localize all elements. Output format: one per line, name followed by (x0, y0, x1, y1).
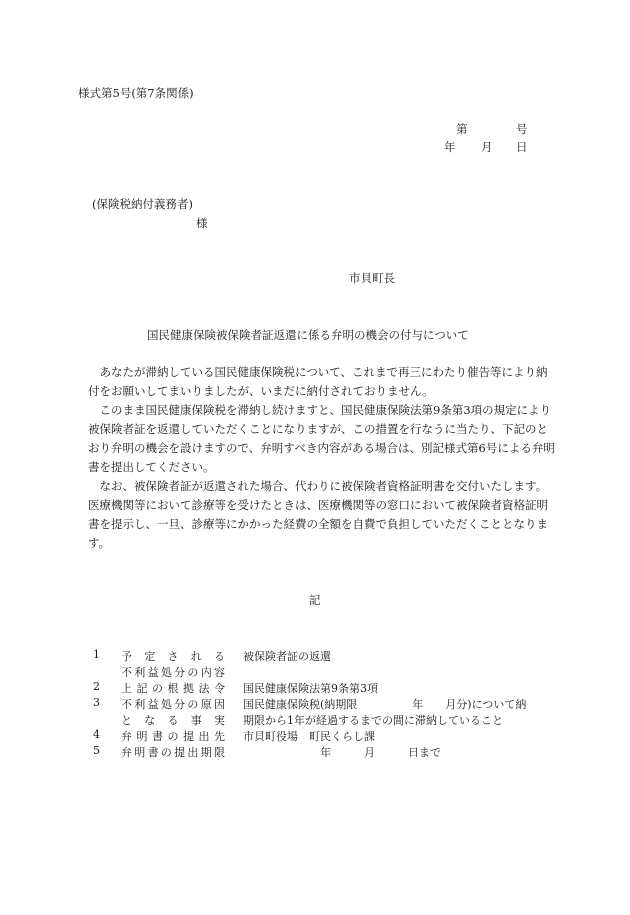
item-number: 5 (93, 744, 100, 757)
recipient-sama: 様 (196, 216, 208, 230)
label-char: 予 (121, 650, 132, 663)
doc-number-go: 号 (516, 122, 528, 136)
label-char: 不 (121, 698, 132, 711)
body-paragraph-1: あなたが滞納している国民健康保険税について、これまで再三にわたり催告等により納付をお願いしてまいりましたが、いまだに納付されておりません。 (88, 365, 548, 398)
label-char: 法 (198, 682, 210, 695)
label-char: 実 (214, 714, 225, 727)
label-char: 書 (152, 730, 163, 743)
label-char: 内 (200, 666, 212, 679)
label-char: の (167, 730, 179, 743)
label-char: さ (167, 650, 179, 663)
item-value: 国民健康保険税(納期限 年 月分)について納 (243, 698, 527, 711)
body-paragraph-2: このまま国民健康保険税を滞納し続けますと、国民健康保険法第9条第3項の規定により被保険者証を返還していただくことになりますが、この措置を行なうに当たり、下記のとおり弁明の機会を設けますので、弁明すべき内容がある場合は、別記様式第6号による弁明書を提出してください。 (88, 403, 555, 474)
list-item (0, 664, 630, 680)
item-number: 2 (93, 680, 100, 693)
label-char: 弁 (121, 730, 132, 743)
label-char: な (144, 714, 156, 727)
item-value: 期限から1年が経過するまでの間に滞納していること (243, 714, 503, 727)
label-char: 不 (121, 666, 132, 679)
date-month: 月 (481, 140, 493, 154)
label-char: 明 (134, 746, 146, 759)
label-char: の (187, 698, 199, 711)
item-label (121, 648, 225, 664)
date-day: 日 (516, 140, 528, 154)
doc-number-dai: 第 (456, 122, 468, 136)
item-value: 市貝町役場 町民くらし課 (243, 730, 375, 743)
label-char: 提 (183, 730, 194, 743)
item-label (121, 664, 225, 680)
body-text (88, 363, 558, 553)
label-char: 事 (190, 714, 202, 727)
recipient-label: (保険税納付義務者) (92, 197, 193, 211)
item-number: 4 (93, 728, 100, 741)
label-char: 上 (121, 682, 132, 695)
item-label (121, 680, 225, 696)
ki-heading: 記 (309, 593, 321, 607)
label-char: 容 (213, 666, 225, 679)
label-char: る (167, 714, 179, 727)
label-char: 書 (147, 746, 159, 759)
document-title: 国民健康保険被保険者証返還に係る弁明の機会の付与について (147, 328, 469, 342)
label-char: 利 (134, 698, 146, 711)
item-label (121, 696, 225, 712)
label-char: 記 (136, 682, 148, 695)
item-value: 年 月 日まで (243, 746, 441, 759)
label-char: 原 (200, 698, 212, 711)
label-char: 処 (160, 666, 172, 679)
list-item (0, 648, 630, 664)
list-item (0, 680, 630, 696)
label-char: の (160, 746, 172, 759)
item-label (121, 712, 225, 728)
label-char: 明 (136, 730, 148, 743)
label-char: 出 (198, 730, 210, 743)
label-char: れ (190, 650, 202, 663)
label-char: 先 (214, 730, 225, 743)
label-char: と (121, 714, 132, 727)
label-char: の (187, 666, 199, 679)
item-value: 被保険者証の返還 (243, 650, 331, 663)
form-label: 様式第5号(第7条関係) (78, 86, 194, 100)
label-char: の (152, 682, 163, 695)
sender: 市貝町長 (349, 271, 395, 285)
label-char: 拠 (183, 682, 194, 695)
item-number: 1 (93, 648, 100, 661)
item-number: 3 (93, 696, 100, 709)
label-char: 弁 (121, 746, 132, 759)
item-value: 国民健康保険法第9条第3項 (243, 682, 378, 695)
label-char: 益 (147, 666, 159, 679)
label-char: 定 (144, 650, 156, 663)
label-char: 提 (174, 746, 186, 759)
date-year: 年 (444, 140, 456, 154)
label-char: 分 (174, 698, 186, 711)
label-char: 出 (187, 746, 199, 759)
body-paragraph-3: なお、被保険者証が返還された場合、代わりに被保険者資格証明書を交付いたします。医療機関等において診療等を受けたときは、医療機関等の窓口において被保険者資格証明書を提示し、一旦、診療等にかかった経費の全額を自費で負担していただくこととなります。 (88, 479, 548, 550)
label-char: 限 (213, 746, 225, 759)
item-label (121, 728, 225, 744)
list-item (0, 696, 630, 712)
label-char: 利 (134, 666, 146, 679)
label-char: 根 (167, 682, 179, 695)
label-char: 益 (147, 698, 159, 711)
list-item (0, 712, 630, 728)
item-label (121, 744, 225, 760)
label-char: 因 (213, 698, 225, 711)
label-char: 期 (200, 746, 212, 759)
list-item (0, 728, 630, 744)
label-char: 分 (174, 666, 186, 679)
label-char: 令 (214, 682, 225, 695)
label-char: る (214, 650, 225, 663)
list-item (0, 744, 630, 760)
label-char: 処 (160, 698, 172, 711)
